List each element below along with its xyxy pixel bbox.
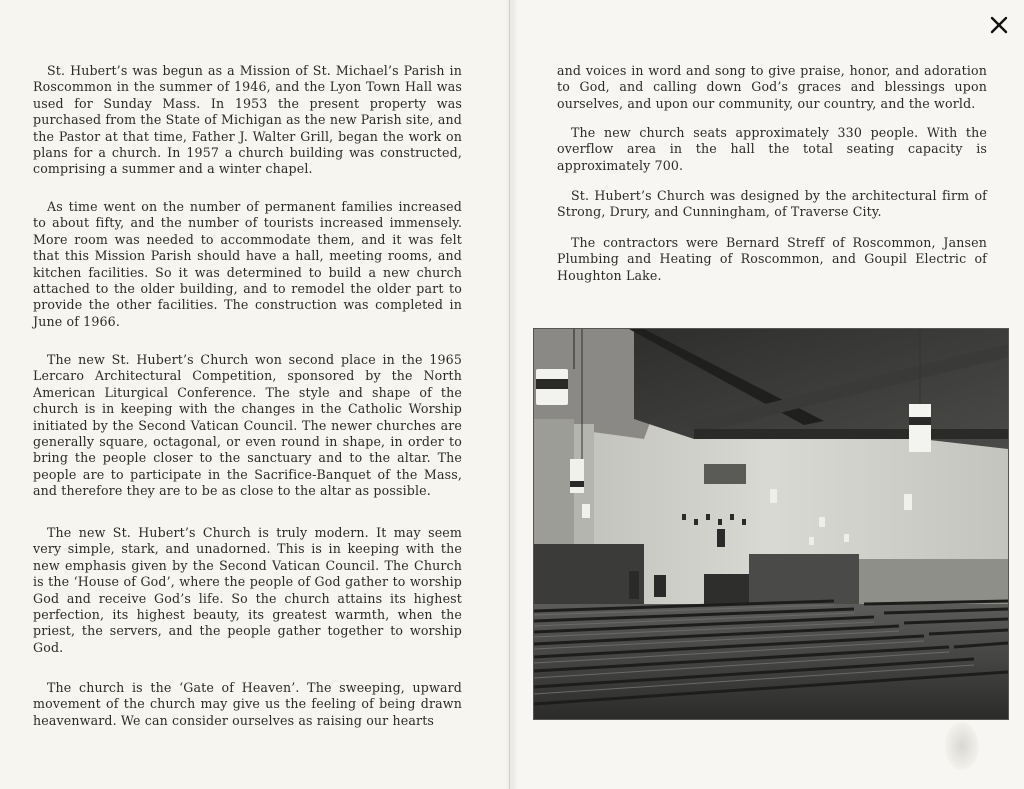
paragraph-gate-of-heaven: The church is the ‘Gate of Heaven’. The sweeping, upward movement of the church may give us the feeling of being drawn heavenward. We can consider ourselves as raising our hearts [33,680,462,728]
church-interior-photo [533,328,1009,720]
paragraph-continuation: and voices in word and song to give praise, honor, and adoration to God, and calling down God’s graces and blessings upon ourselves, and upon our community, our country, and the world. [557,63,987,111]
paragraph-architect: St. Hubert’s Church was designed by the architectural firm of Strong, Drury, and Cunningham, of Traverse City. [557,188,987,220]
paragraph-history: St. Hubert’s was begun as a Mission of St. Michael’s Parish in Roscommon in the summer of 1946, and the Lyon Town Hall was used for Sunday Mass. In 1953 the present property was purchased from the State of Michigan as the new Parish site, and the Pastor at that time, Father J. Walter Grill, began the work on plans for a church. In 1957 a church building was constructed, comprising a summer and a winter chapel. [33,63,462,177]
left-page [0,0,510,789]
paragraph-growth: As time went on the number of permanent families increased to about fifty, and the number of tourists increased immensely. More room was needed to accommodate them, and it was felt that this Mission Parish should have a hall, meeting rooms, and kitchen facilities. So it was determined to build a new church attached to the older building, and to remodel the older part to provide the other facilities. The construction was completed in June of 1966. [33,199,462,329]
paragraph-competition: The new St. Hubert’s Church won second place in the 1965 Lercaro Architectural Competition, sponsored by the North American Liturgical Conference. The style and shape of the church is in keeping with the changes in the Catholic Worship initiated by the Second Vatican Council. The newer churches are generally square, octagonal, or even round in shape, in order to bring the people closer to the sanctuary and to the altar. The people are to participate in the Sacrifice-Banquet of the Mass, and therefore they are to be as close to the altar as possible. [33,352,462,499]
paragraph-modern: The new St. Hubert’s Church is truly modern. It may seem very simple, stark, and unadorned. This is in keeping with the new emphasis given by the Second Vatican Council. The Church is the ‘House of God’, where the people of God gather to worship God and receive God’s life. So the church attains its highest perfection, its highest beauty, its greatest warmth, when the priest, the servers, and the people gather together to worship God. [33,525,462,655]
close-button[interactable] [986,12,1012,38]
paragraph-contractors: The contractors were Bernard Streff of Roscommon, Jansen Plumbing and Heating of Roscommon, and Goupil Electric of Houghton Lake. [557,235,987,283]
paper-stain [945,722,979,770]
paragraph-seating: The new church seats approximately 330 people. With the overflow area in the hall the total seating capacity is approximately 700. [557,125,987,173]
close-icon [989,15,1009,35]
